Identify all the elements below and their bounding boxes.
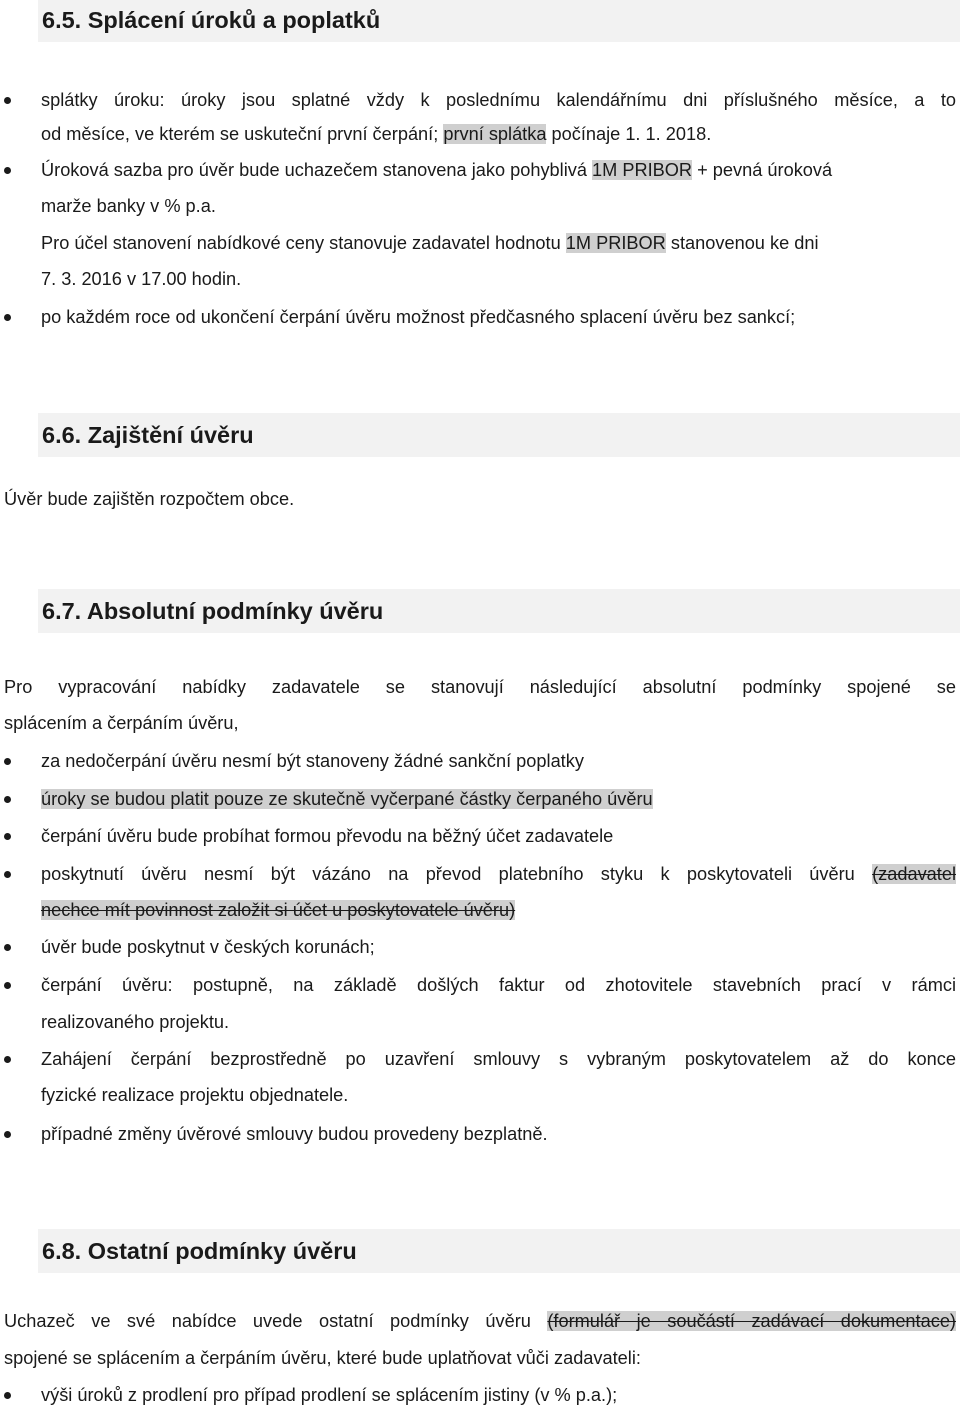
list-item: za nedočerpání úvěru nesmí být stanoveny žádné sankční poplatky [41, 751, 584, 771]
list-item: výši úroků z prodlení pro případ prodlení se splácením jistiny (v % p.a.); [41, 1385, 618, 1405]
list-item: Zahájení čerpání bezprostředně po uzavření smlouvy s vybraným poskytovatelem až do konce [41, 1049, 956, 1069]
list-item-continued: realizovaného projektu. [41, 1012, 230, 1032]
paragraph-line: marže banky v % p.a. [41, 196, 216, 216]
highlight-text: úroky se budou platit pouze ze skutečně vyčerpané částky čerpaného úvěru [41, 789, 653, 809]
highlight-text: první splátka [443, 124, 547, 144]
bullet-icon [4, 833, 11, 840]
paragraph-line: Uchazeč ve své nabídce uvede ostatní podmínky úvěru (formulář je součástí zadávací dokumentace) [4, 1311, 956, 1331]
paragraph-line: 7. 3. 2016 v 17.00 hodin. [41, 269, 242, 289]
bullet-icon [4, 796, 11, 803]
paragraph-line: splácením a čerpáním úvěru, [4, 713, 239, 733]
bullet-icon [4, 1392, 11, 1399]
section-heading-6-8: 6.8. Ostatní podmínky úvěru [38, 1229, 960, 1273]
list-item-continued [41, 897, 515, 923]
bullet-icon [4, 871, 11, 878]
bullet-icon [4, 1131, 11, 1138]
list-item: čerpání úvěru bude probíhat formou převodu na běžný účet zadavatele [41, 826, 614, 846]
bullet-icon [4, 982, 11, 989]
paragraph-line: Pro účel stanovení nabídkové ceny stanovuje zadavatel hodnotu 1M PRIBOR stanovenou ke dni [41, 233, 819, 253]
strikethrough-text: (zadavatel [872, 864, 956, 884]
section-heading-6-6: 6.6. Zajištění úvěru [38, 413, 960, 457]
list-item-continued: fyzické realizace projektu objednatele. [41, 1085, 349, 1105]
bullet-icon [4, 97, 11, 104]
list-item: čerpání úvěru: postupně, na základě došlých faktur od zhotovitele stavebních prací v rámci [41, 975, 956, 995]
paragraph-line: Úvěr bude zajištěn rozpočtem obce. [4, 489, 295, 509]
paragraph-line: spojené se splácením a čerpáním úvěru, které bude uplatňovat vůči zadavateli: [4, 1348, 641, 1368]
section-heading-6-7: 6.7. Absolutní podmínky úvěru [38, 589, 960, 633]
bullet-icon [4, 167, 11, 174]
strikethrough-text: nechce mít povinnost založit si účet u poskytovatele úvěru) [41, 900, 516, 920]
list-item: úvěr bude poskytnut v českých korunách; [41, 937, 375, 957]
strikethrough-text: (formulář je součástí zadávací dokumentace) [547, 1311, 956, 1331]
highlight-text: 1M PRIBOR [565, 233, 666, 253]
paragraph-line: Pro vypracování nabídky zadavatele se stanovují následující absolutní podmínky spojené se [4, 677, 956, 697]
list-item: případné změny úvěrové smlouvy budou provedeny bezplatně. [41, 1124, 548, 1144]
section-heading-6-5: 6.5. Splácení úroků a poplatků [38, 0, 960, 42]
bullet-icon [4, 314, 11, 321]
paragraph-line: od měsíce, ve kterém se uskuteční první čerpání; první splátka počínaje 1. 1. 2018. [41, 124, 712, 144]
paragraph-line: splátky úroku: úroky jsou splatné vždy k poslednímu kalendářnímu dni příslušného měsíce, a to [41, 90, 956, 110]
list-item [41, 786, 653, 812]
paragraph-line: po každém roce od ukončení čerpání úvěru možnost předčasného splacení úvěru bez sankcí; [41, 307, 796, 327]
bullet-icon [4, 1056, 11, 1063]
list-item: poskytnutí úvěru nesmí být vázáno na převod platebního styku k poskytovateli úvěru (zadavatel [41, 864, 956, 884]
paragraph-line: Úroková sazba pro úvěr bude uchazečem stanovena jako pohyblivá 1M PRIBOR + pevná úroková [41, 160, 833, 180]
highlight-text: 1M PRIBOR [592, 160, 693, 180]
bullet-icon [4, 944, 11, 951]
bullet-icon [4, 758, 11, 765]
